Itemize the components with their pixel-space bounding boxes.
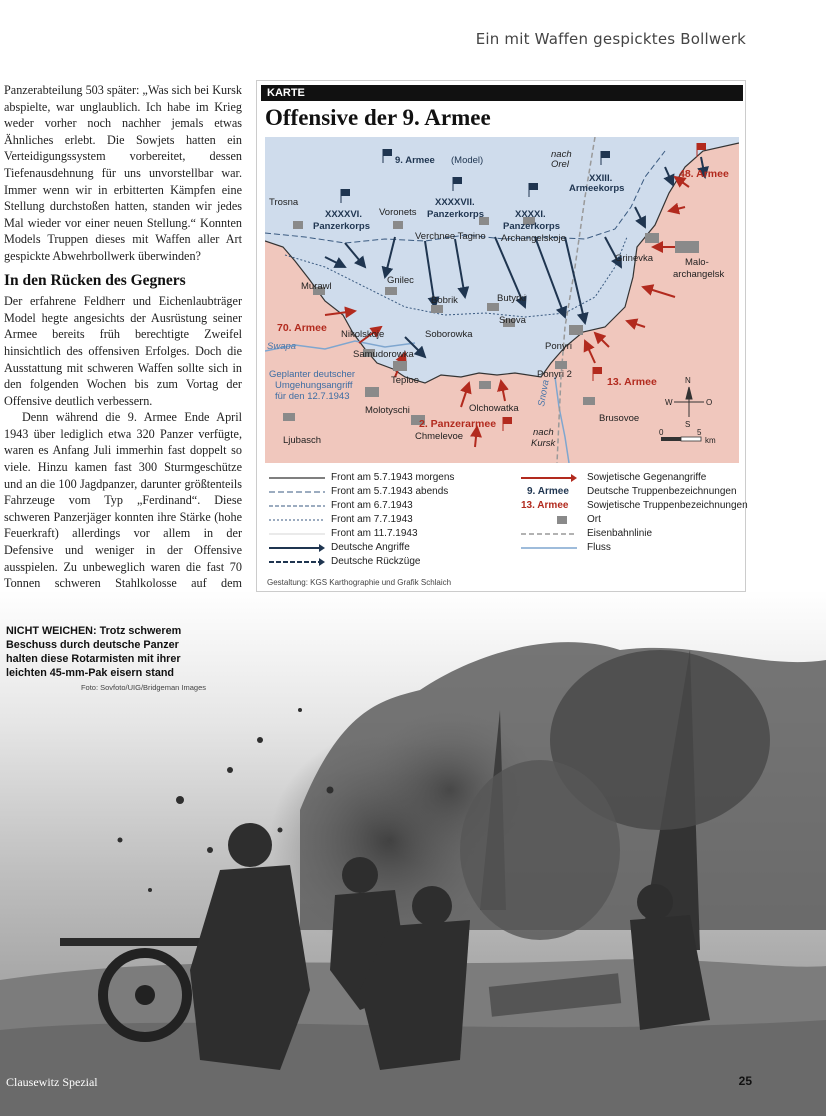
lbl-nach-orel-2: Orel [551,159,569,170]
lbl-snova: Snova [499,315,526,326]
lbl-armee13: 13. Armee [607,376,657,388]
lbl-xxxxi-2: Panzerkorps [503,221,561,232]
lbl-swapa: Swapa [267,341,297,352]
article-column [4,82,242,608]
lbl-geplant-2: Umgehungsangriff [275,380,353,391]
lbl-nikolskoje: Nikolskoje [341,329,385,340]
lbl-geplant-3: für den 12.7.1943 [275,391,350,402]
lbl-nach-kursk-1: nach [533,427,554,438]
map-legend: Front am 5.7.1943 morgens Front am 5.7.1943 abends Front am 6.7.1943 Front am 7.7.1943 Front am 11.7.1943 Deutsche Angriffe Deutsche Rückzüge Sowjetische Gegenangriffe 9. Armee Deutsche Truppenbezeichnungen 13. Armee Sowjetische Truppenbezeichnungen Ort Eisenbahnlinie Fluss [265,469,739,573]
lbl-panzerarmee2: 2. Panzerarmee [419,418,497,430]
map-tag: KARTE [261,85,743,101]
lbl-teploe: Teploe [391,375,419,386]
lbl-bobrik: Bobrik [431,295,458,306]
caption-text: Trotz schwerem Beschuss durch deutsche Panzer halten diese Rotarmisten mit ihrer leichten 45-mm-Pak eisern stand [6,625,182,679]
lbl-nach-orel-1: nach [551,149,572,160]
lbl-brusovoe: Brusovoe [599,413,640,424]
section-heading: In den Rücken des Gegners [4,271,186,289]
caption-lead: NICHT WEICHEN: [6,625,97,637]
paragraph-3: Denn während die 9. Armee Ende April 1943 über lediglich etwa 320 Panzer verfügte, waren es Anfang Juli immerhin fast doppelt so viele. Hinzu kamen fast 300 Sturmgeschütze und an die 100 Jagdpanzer, darunter größtenteils Fahrzeuge vom Typ „Ferdinand“. Diese schweren Panzerjäger konnten ihre Stärke (hohe Feuerkraft) allerdings vor allem in der Defensive und weniger in der Offensive ausspielen. Zu unbeweglich waren die fast 70 Tonnen schweren Stahlkolosse auf dem [4,410,242,591]
lbl-molotyschi: Molotyschi [365,405,410,416]
map-credit: Gestaltung: KGS Karthographie und Grafik Schlaich [267,578,452,587]
lbl-xxxxi-1: XXXXI. [515,209,546,220]
battle-map [265,137,739,463]
lbl-verchnee: Verchnee Tagino [415,231,486,242]
page-number: 25 [738,1074,752,1088]
lbl-gnilec: Gnilec [387,275,414,286]
lbl-olchowatka: Olchowatka [469,403,519,414]
photo-caption [6,624,206,695]
lbl-grinevka: Grinevka [615,253,654,264]
publication-name: Clausewitz Spezial [6,1075,98,1089]
compass-n: N [685,376,691,385]
lbl-malo-2: archangelsk [673,269,725,280]
lbl-nach-kursk-2: Kursk [531,438,556,449]
paragraph-1: Panzerabteilung 503 später: „Was sich bei Kursk abspielte, war unglaublich. Ich habe im Krieg weder vorher noch nachher jemals etwas Ähnliches erlebt. Die Sowjets hatten ein Verteidigungssystem vorbereitet, dessen Tiefenausdehnung für uns unvorstellbar war. Immer wenn wir in erbitterten Kämpfen eine Stellung durchstoßen hatten, standen wir jedes Mal wieder vor einer neuen Stellung.“ Konnten Models Truppen dieses mit Waffen aller Art gespickte Abwehrbollwerk überwinden? [4,83,242,263]
lbl-trosna: Trosna [269,197,299,208]
lbl-armee9-model: (Model) [451,155,484,166]
scale-5: 5 [697,428,702,437]
compass-o: O [706,398,713,407]
lbl-malo-1: Malo- [685,257,709,268]
lbl-armee48: 48. Armee [679,168,729,180]
lbl-xxxxvii-1: XXXXVII. [435,197,475,208]
compass-w: W [665,398,673,407]
lbl-xxxxvi-1: XXXXVI. [325,209,362,220]
lbl-xxxxvi-2: Panzerkorps [313,221,371,232]
scale-km: km [705,436,716,445]
lbl-soborowka: Soborowka [425,329,473,340]
lbl-geplant-1: Geplanter deutscher [269,369,356,380]
lbl-chmelevoe: Chmelevoe [415,431,464,442]
lbl-ponyri: Ponyri [545,341,572,352]
lbl-voronets: Voronets [379,207,417,218]
lbl-xxiii-2: Armeekorps [569,183,625,194]
scale-0: 0 [659,428,664,437]
lbl-ponyri2: Ponyri 2 [537,369,572,380]
lbl-samudorowka: Samudorowka [353,349,414,360]
lbl-armee9: 9. Armee [395,155,435,166]
lbl-xxiii-1: XXIII. [589,173,613,184]
map-box [256,80,746,592]
compass-s: S [685,420,691,429]
lbl-butyrki: Butyrki [497,293,527,304]
lbl-snova-river: Snova [536,378,552,408]
lbl-armee70: 70. Armee [277,322,327,334]
lbl-murawl: Murawl [301,281,332,292]
paragraph-2: Der erfahrene Feldherr und Eichenlaubträger Model hegte angesichts der Ausrüstung seiner Armee bereits früh berechtigte Zweifel hinsichtlich des offensiven Erfolges. Doch die Ausstattung mit schweren Waffen sollte sich in den folgenden Wochen bis zum Vortag der Offensive deutlich verbessern. [4,294,242,408]
map-title: Offensive der 9. Armee [265,105,491,130]
lbl-ljubasch: Ljubasch [283,435,322,446]
photo-credit: Foto: Sovfoto/UIG/Bridgeman Images [80,683,206,692]
lbl-xxxxvii-2: Panzerkorps [427,209,485,220]
lbl-archangelskoje: Archangelskoje [501,233,566,244]
running-header: Ein mit Waffen gespicktes Bollwerk [475,30,746,48]
